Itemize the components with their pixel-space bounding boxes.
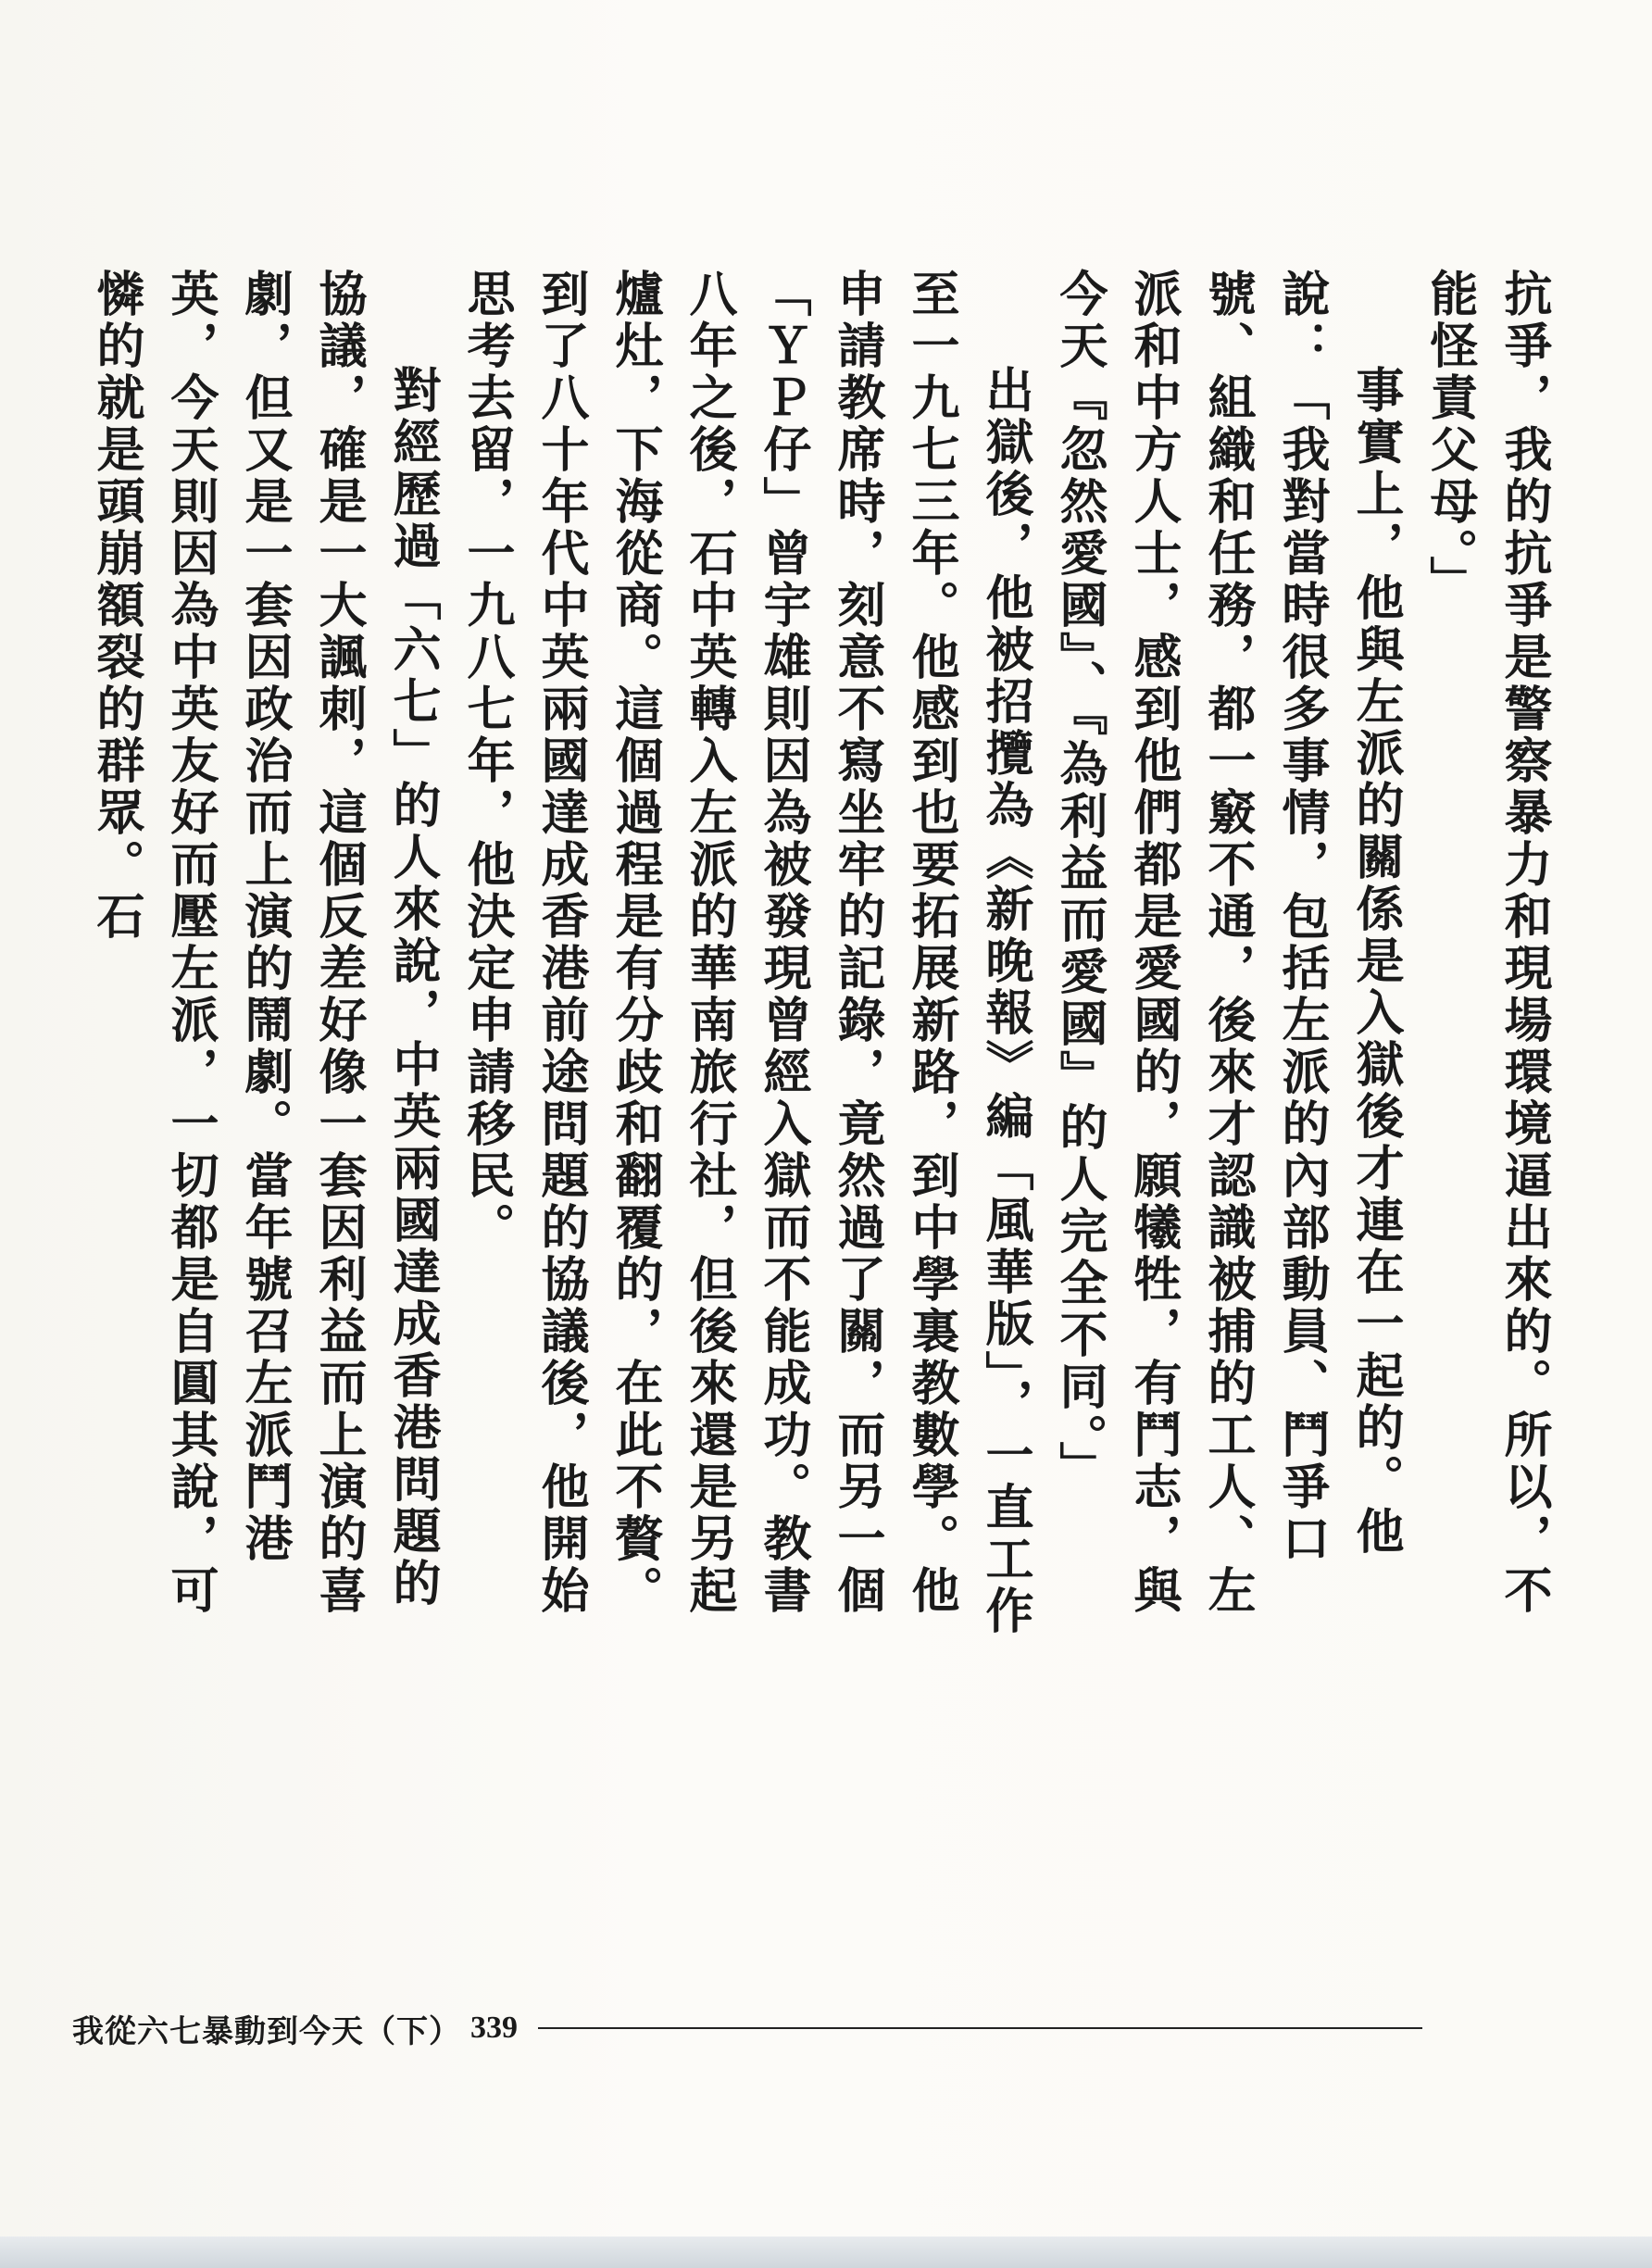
running-title: 我從六七暴動到今天（下）: [72, 2012, 461, 2050]
paragraph: [1042, 269, 1412, 1648]
paragraph: [449, 269, 1042, 1648]
scan-edge: [0, 2237, 1652, 2268]
footer-rule: [538, 2027, 1422, 2029]
continuation-line: 抗爭，我的抗爭是警察暴力和現場環境逼出來的。所以，不能怪責: [1421, 269, 1552, 1617]
paragraph-text: 父母。」: [1421, 424, 1478, 608]
paragraph-text: 出獄後，他被招攬為《新晚報》編「風華版」，一直工作至一九七三年。他感到也要拓展新路，到中學裏教數學。他申請教席時，刻意不寫坐牢的記錄，竟然過了關，而另一個「ＹＰ仔」曾宇雄則因為被發現曾經入獄而不能成功。教書八年之後，石中英轉入左派的華南旅行社，但後來還是另起爐灶，下海從商。這個過程是有分歧和翻覆的，在此不贅。到了八十年代中英兩國達成香港前途問題的協議後，他開始思考去留，一九八七年，他決定申請移民。: [458, 269, 1033, 1637]
paragraph-text: 事實上，他與左派的關係是入獄後才連在一起的。他說：「我對當時很多事情，包括左派的內部動員、鬥爭口號、組織和任務，都一竅不通，後來才認識被捕的工人、左派和中方人士，感到他們都是愛國的，願犧牲，有鬥志，與今天『忽然愛國』、『為利益而愛國』的人完全不同。」: [1051, 269, 1404, 1617]
continuation-paragraph: [1412, 269, 1560, 1648]
page-footer: [72, 2000, 1554, 2056]
paragraph: [79, 269, 449, 1648]
body-text: [88, 269, 1560, 1648]
paragraph-text: 對經歷過「六七」的人來說，中英兩國達成香港問題的協議，確是一大諷刺，這個反差好像一套因利益而上演的喜劇，但又是一套因政治而上演的鬧劇。當年號召左派鬥港英，今天則因為中英友好而壓左派，一切都是自圓其說，可憐的就是頭崩額裂的群眾。石: [88, 269, 441, 1617]
page-number: 339: [470, 2011, 518, 2045]
